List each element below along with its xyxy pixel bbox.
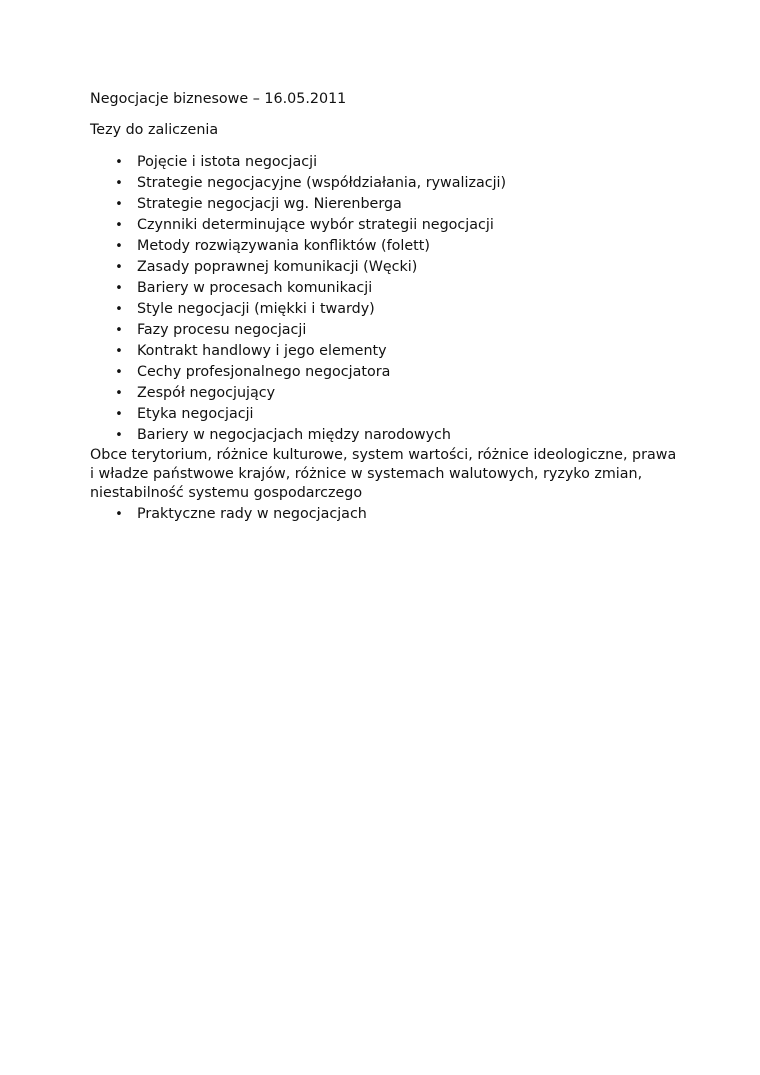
note-line: Obce terytorium, różnice kulturowe, system wartości, różnice ideologiczne, prawa bbox=[90, 447, 677, 463]
bullet-icon: • bbox=[115, 428, 123, 443]
note-line: niestabilność systemu gospodarczego bbox=[90, 485, 363, 501]
list-item-text: Kontrakt handlowy i jego elementy bbox=[137, 343, 387, 359]
list-item-text: Cechy profesjonalnego negocjatora bbox=[137, 364, 391, 380]
note-line: i władze państwowe krajów, różnice w systemach walutowych, ryzyko zmian, bbox=[90, 466, 643, 482]
list-item-text: Fazy procesu negocjacji bbox=[137, 322, 307, 338]
bullet-icon: • bbox=[115, 155, 123, 170]
list-item-text: Pojęcie i istota negocjacji bbox=[137, 154, 318, 170]
bullet-icon: • bbox=[115, 407, 123, 422]
list-item-text: Etyka negocjacji bbox=[137, 406, 254, 422]
bullet-icon: • bbox=[115, 344, 123, 359]
list-item-text: Style negocjacji (miękki i twardy) bbox=[137, 301, 375, 317]
bullet-icon: • bbox=[115, 365, 123, 380]
list-item-text: Praktyczne rady w negocjacjach bbox=[137, 506, 367, 522]
list-item-text: Strategie negocjacyjne (współdziałania, rywalizacji) bbox=[137, 175, 507, 191]
document-subtitle: Tezy do zaliczenia bbox=[90, 122, 219, 138]
bullet-icon: • bbox=[115, 176, 123, 191]
list-item-text: Zespół negocjujący bbox=[137, 385, 276, 401]
bullet-icon: • bbox=[115, 281, 123, 296]
bullet-icon: • bbox=[115, 323, 123, 338]
bullet-icon: • bbox=[115, 218, 123, 233]
bullet-icon: • bbox=[115, 302, 123, 317]
document-title: Negocjacje biznesowe – 16.05.2011 bbox=[90, 91, 347, 107]
list-item-text: Zasady poprawnej komunikacji (Węcki) bbox=[137, 259, 418, 275]
list-item-text: Bariery w negocjacjach między narodowych bbox=[137, 427, 451, 443]
list-item-text: Strategie negocjacji wg. Nierenberga bbox=[137, 196, 402, 212]
bullet-icon: • bbox=[115, 386, 123, 401]
bullet-icon: • bbox=[115, 197, 123, 212]
bullet-icon: • bbox=[115, 507, 123, 522]
bullet-icon: • bbox=[115, 239, 123, 254]
list-item-text: Metody rozwiązywania konfliktów (folett) bbox=[137, 238, 430, 254]
list-item-text: Bariery w procesach komunikacji bbox=[137, 280, 373, 296]
barriers-note bbox=[90, 446, 680, 503]
list-item-text: Czynniki determinujące wybór strategii negocjacji bbox=[137, 217, 494, 233]
bullet-icon: • bbox=[115, 260, 123, 275]
